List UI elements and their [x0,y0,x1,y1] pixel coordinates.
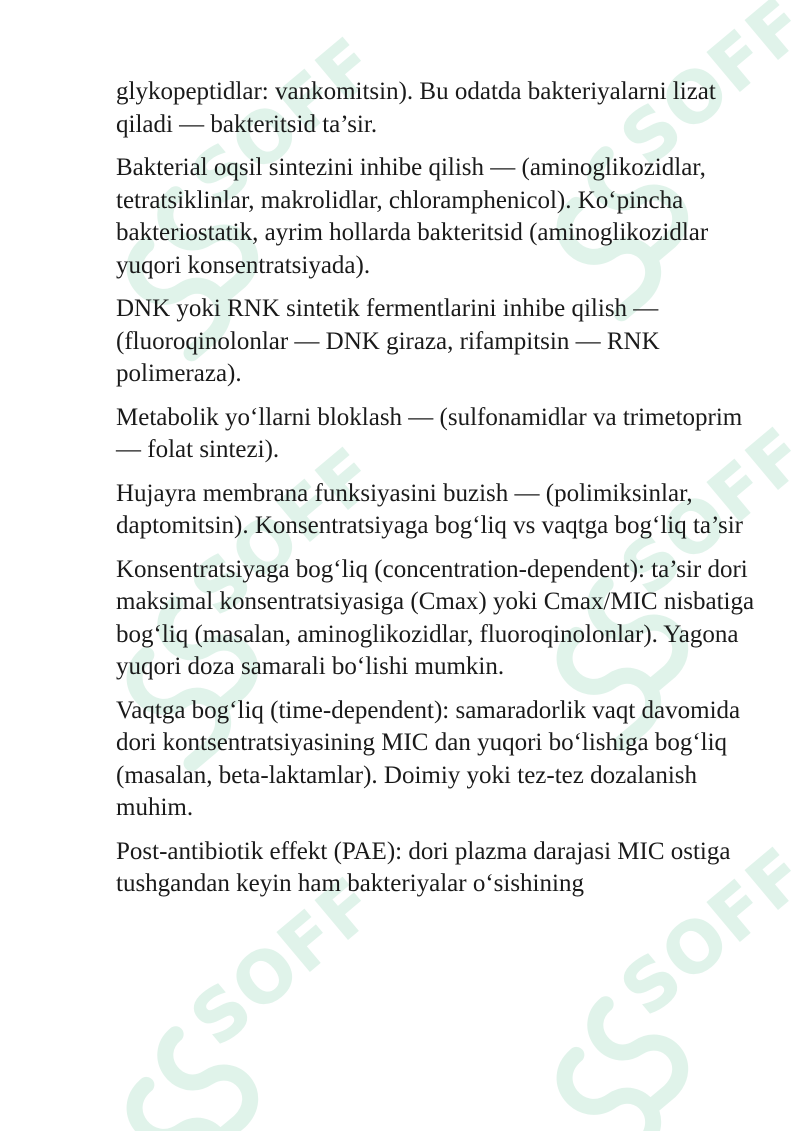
paragraph-nucleic-acid-synthesis: DNK yoki RNK sintetik fermentlarini inhibe qilish — (fluoroqinolonlar — DNK giraza, rifampitsin — RNK polimeraza). [116,295,660,387]
paragraph-cell-wall-continuation: glykopeptidlar: vankomitsin). Bu odatda bakteriyalarni lizat qiladi — bakteritsid ta’sir. [116,78,716,138]
page-body [116,76,756,912]
paragraph-time-dependent: Vaqtga bog‘liq (time-dependent): samaradorlik vaqt davomida dori kontsentratsiyasining MIC dan yuqori bo‘lishiga bog‘liq (masalan, beta-laktamlar). Doimiy yoki tez-tez dozalanish muhim. [116,696,741,821]
paragraph-post-antibiotic-effect: Post-antibiotik effekt (PAE): dori plazma darajasi MIC ostiga tushgandan keyin ham bakteriyalar o‘sishining [116,837,731,897]
paragraph-protein-synthesis: Bakterial oqsil sintezini inhibe qilish — (aminoglikozidlar, tetratsiklinlar, makrolidlar, chloramphenicol). Ko‘pincha bakteriostatik, ayrim hollarda bakteritsid (aminoglikozidlar yuqori konsentratsiyada). [116,154,709,279]
paragraph-concentration-dependent: Konsentratsiyaga bog‘liq (concentration-dependent): ta’sir dori maksimal konsentratsiyasiga (Cmax) yoki Cmax/MIC nisbatiga bog‘liq (masalan, aminoglikozidlar, fluoroqinolonlar). Yagona yuqori doza samarali bo‘lishi mumkin. [116,555,755,680]
watermark-layer: SOFF [0,0,800,1131]
paragraph-membrane-function: Hujayra membrana funksiyasini buzish — (polimiksinlar, daptomitsin). Konsentratsiyaga bog‘liq vs vaqtga bog‘liq ta’sir [116,479,743,539]
paragraph-metabolic-pathways: Metabolik yo‘llarni bloklash — (sulfonamidlar va trimetoprim — folat sintezi). [116,403,743,463]
